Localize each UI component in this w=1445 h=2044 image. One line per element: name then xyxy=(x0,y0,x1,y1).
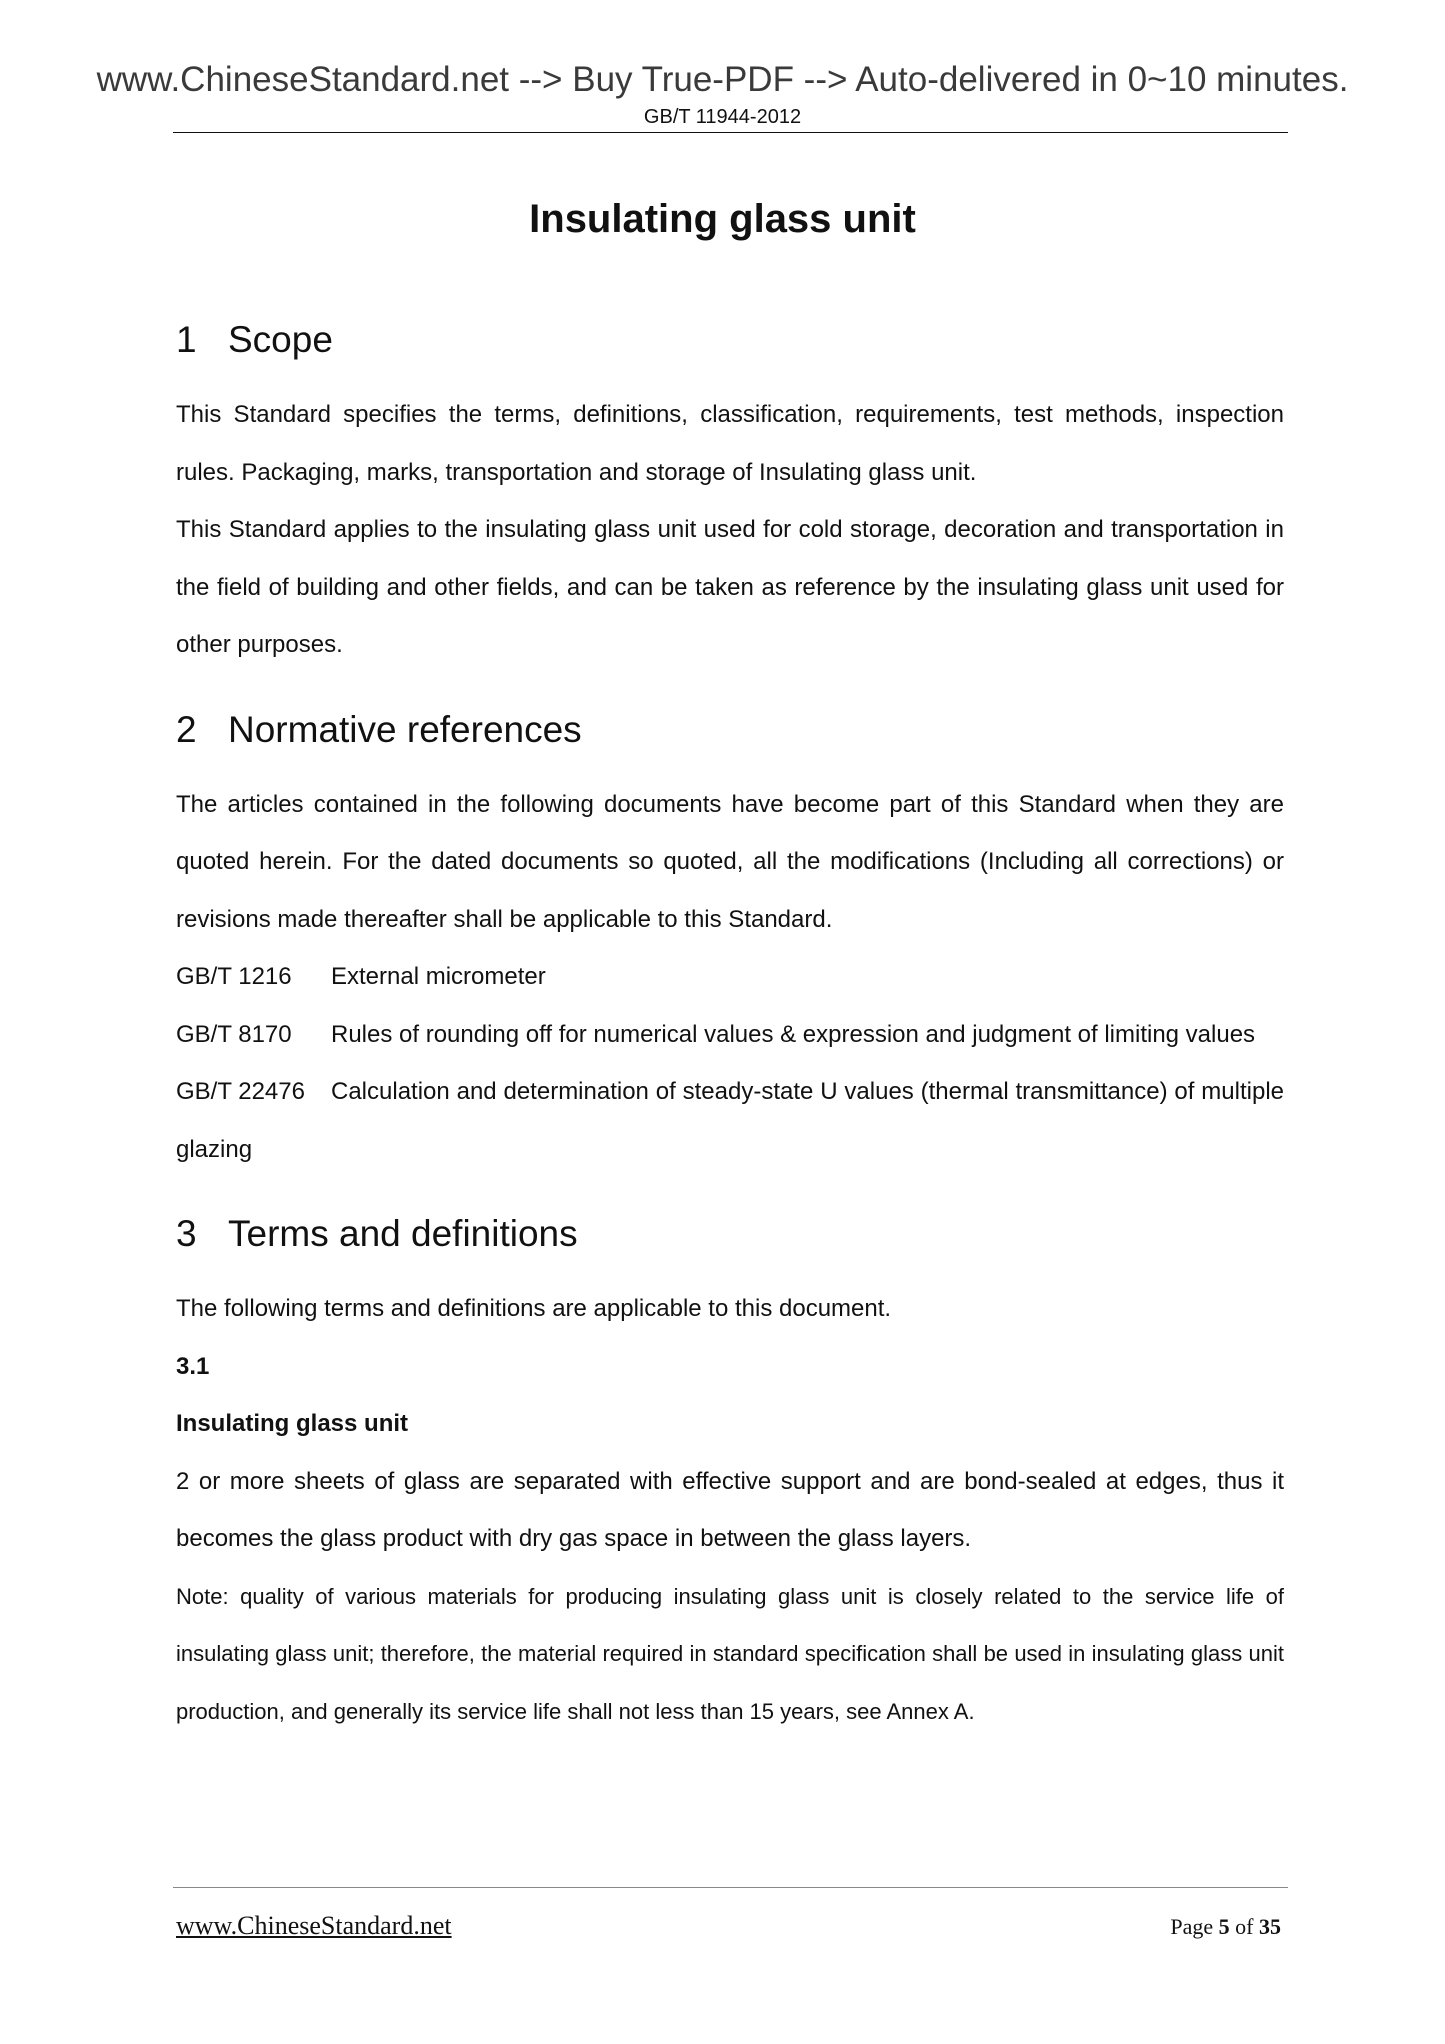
reference-item xyxy=(176,1063,1284,1178)
reference-title: Rules of rounding off for numerical values & expression and judgment of limiting values xyxy=(331,1020,1256,1048)
section-heading-scope xyxy=(176,312,1284,368)
section-heading-terms-and-definitions xyxy=(176,1206,1284,1262)
page-prefix: Page xyxy=(1170,1914,1214,1939)
page-number xyxy=(1170,1914,1281,1940)
term-number: 3.1 xyxy=(176,1352,210,1380)
paragraph: The articles contained in the following documents have become part of this Standard when they are quoted herein. For the dated documents so quoted, all the modifications (Including all corrections) or revisions made thereafter shall be applicable to this Standard. xyxy=(176,790,1284,933)
reference-code: GB/T 8170 xyxy=(176,1020,292,1048)
reference-title: External micrometer xyxy=(331,963,546,990)
term-definition: 2 or more sheets of glass are separated with effective support and are bond-sealed at edges, thus it becomes the glass product with dry gas space in between the glass layers. xyxy=(176,1467,1284,1552)
footer-divider xyxy=(173,1887,1288,1888)
reference-item xyxy=(176,1006,1284,1064)
reference-title: Calculation and determination of steady-state U values (thermal transmittance) of multiple glazing xyxy=(176,1078,1284,1163)
section-title: Scope xyxy=(228,319,333,360)
document-code: GB/T 11944-2012 xyxy=(643,106,802,128)
reference-code: GB/T 22476 xyxy=(176,1078,305,1105)
reference-item xyxy=(176,948,1284,1006)
page-of: of xyxy=(1235,1914,1254,1939)
header-divider xyxy=(173,132,1288,133)
paragraph: The following terms and definitions are applicable to this document. xyxy=(176,1295,892,1322)
term-note: Note: quality of various materials for producing insulating glass unit is closely related to the service life of insulating glass unit; therefore, the material required in standard specification shall be used in insulating glass unit production, and generally its service life shall not less than 15 years, see Annex A. xyxy=(176,1583,1284,1724)
page-current: 5 xyxy=(1218,1914,1230,1939)
footer-site-link[interactable]: www.ChineseStandard.net xyxy=(176,1911,452,1940)
page-total: 35 xyxy=(1259,1914,1281,1939)
header-banner: www.ChineseStandard.net --> Buy True-PDF --> Auto-delivered in 0~10 minutes. xyxy=(96,60,1349,99)
term-title: Insulating glass unit xyxy=(176,1410,409,1437)
section-title: Terms and definitions xyxy=(228,1213,578,1254)
paragraph: This Standard specifies the terms, definitions, classification, requirements, test methods, inspection rules. Packaging, marks, transportation and storage of Insulating glass unit. xyxy=(176,401,1284,486)
document-body xyxy=(176,312,1284,1740)
reference-code: GB/T 1216 xyxy=(176,963,292,990)
section-heading-normative-references xyxy=(176,702,1284,758)
paragraph: This Standard applies to the insulating glass unit used for cold storage, decoration and transportation in the field of building and other fields, and can be taken as reference by the insulating glass unit used for other purposes. xyxy=(176,516,1284,658)
page-title: Insulating glass unit xyxy=(529,197,916,241)
section-number: 1 xyxy=(176,319,197,360)
section-number: 2 xyxy=(176,708,197,750)
section-title: Normative references xyxy=(228,708,582,750)
section-number: 3 xyxy=(176,1213,197,1254)
